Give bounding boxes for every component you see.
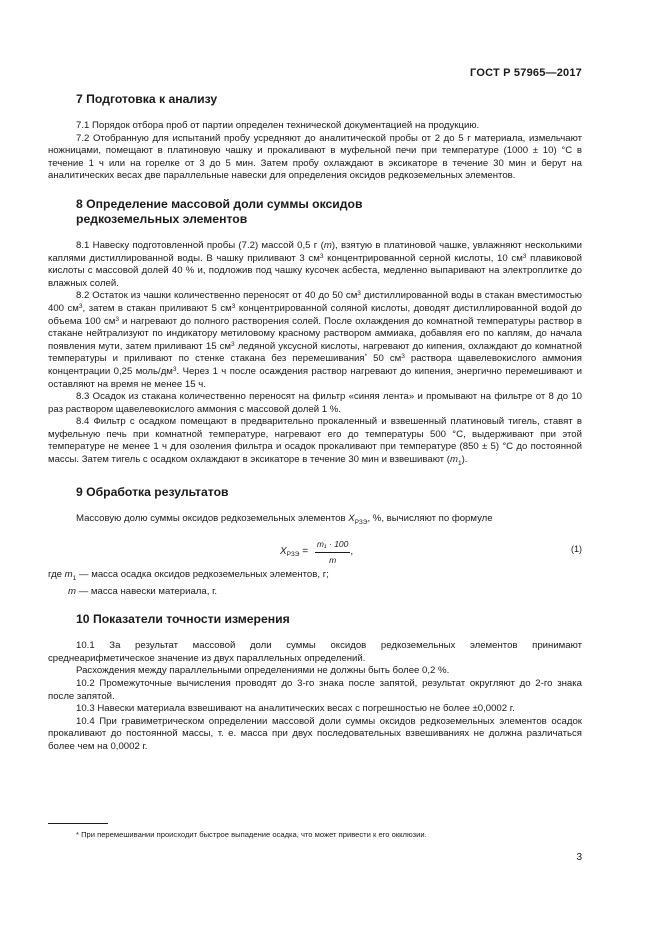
superscript: 3 bbox=[401, 353, 405, 361]
para-10-4: 10.4 При гравиметрическом определении массовой доли суммы оксидов редкоземельных элементов осадок прокаливают до постоянной массы, т. е. масса при двух последовательных взвешиваниях не должна различаться более чем на 0,0002 г. bbox=[48, 715, 582, 752]
text-run: ледяной уксусной кислоты, нагревают до кипения, охлаждают до комнатной температуры и приливают по стенке стакана без перемешивания bbox=[48, 340, 582, 365]
section-8-title-line1: 8 Определение массовой доли суммы оксидов bbox=[76, 196, 363, 211]
subscript: 1 bbox=[457, 459, 462, 467]
superscript: 3 bbox=[522, 252, 527, 260]
footnote-marker: * bbox=[364, 353, 368, 361]
symbol-m1: m bbox=[64, 569, 73, 581]
text-run: . Через 1 ч после осаждения раствор нагревают до кипения, энергично перемешивают и оставляют на время не менее 15 ч. bbox=[48, 365, 582, 390]
symbol-m1: m bbox=[449, 454, 458, 466]
superscript: 3 bbox=[172, 365, 177, 373]
superscript: 3 bbox=[319, 252, 324, 260]
section-10-title: 10 Показатели точности измерения bbox=[76, 612, 290, 627]
standard-number: ГОСТ Р 57965—2017 bbox=[470, 67, 582, 79]
text-run: , %, вычисляют по формуле bbox=[367, 512, 493, 524]
para-9-intro bbox=[48, 513, 582, 530]
section-8 bbox=[48, 197, 582, 471]
superscript: 3 bbox=[357, 290, 361, 298]
formula-denominator: m bbox=[329, 554, 337, 565]
formula-numerator: m₁ · 100 bbox=[315, 538, 351, 553]
section-7 bbox=[48, 92, 582, 183]
superscript: 3 bbox=[231, 340, 235, 348]
section-9-title: 9 Обработка результатов bbox=[76, 484, 229, 499]
para-8-4 bbox=[48, 416, 582, 470]
formula-tail: , bbox=[350, 545, 354, 557]
where-m1 bbox=[48, 569, 582, 586]
superscript: 3 bbox=[115, 315, 119, 323]
text-run: , затем в стакан приливают 5 см bbox=[82, 302, 232, 314]
para-10-2: 10.2 Промежуточные вычисления проводят до 3-го знака после запятой, результат округляют до 2-го знака после запятой. bbox=[48, 677, 582, 702]
text-run: ), взятую в платиновой чашке, увлажняют несколькими каплями дистиллированной воды. В чашку приливают 3 см bbox=[48, 239, 582, 264]
section-9 bbox=[48, 485, 582, 599]
symbol-m: m bbox=[323, 239, 332, 251]
text-run: 50 см bbox=[367, 353, 402, 365]
para-10-1-note: Расхождения между параллельными определениями не должны быть более 0,2 %. bbox=[76, 665, 450, 677]
para-7-1: 7.1 Порядок отбора проб от партии определен технической документацией на продукцию. bbox=[76, 120, 480, 131]
superscript: 3 bbox=[231, 302, 236, 310]
para-10-1: 10.1 За результат массовой доли суммы оксидов редкоземельных элементов принимают среднеарифметическое значение из двух параллельных определений. bbox=[48, 640, 582, 664]
text-run: раствора щавелевокислого аммония концентрации 0,25 моль/дм bbox=[48, 353, 582, 377]
text-run: 8.1 Навеску подготовленной пробы (7.2) массой 0,5 г ( bbox=[76, 239, 324, 251]
text-run: концентрированной серной кислоты, 10 см bbox=[323, 252, 523, 264]
para-8-1 bbox=[48, 240, 582, 290]
para-7-2: 7.2 Отобранную для испытаний пробу усредняют до аналитической пробы от 2 до 5 г материала, измельчают ножницами, помещают в платиновую чашку и прокаливают в муфельной печи при температуре (1000 ± 10) °С в течение 1 ч или на горелке от 3 до 5 мин. Затем пробу охлаждают в эксикаторе в течение 30 мин и берут на аналитических весах две параллельные навески для определения оксидов редкоземельных элементов. bbox=[48, 132, 582, 182]
formula-lhs: X bbox=[280, 545, 287, 557]
where-m bbox=[48, 586, 582, 599]
formula-expression bbox=[280, 538, 353, 566]
subscript: 1 bbox=[72, 574, 77, 582]
footnote: * При перемешивании происходит быстрое выпадение осадка, что может привести к его окклюзии. bbox=[76, 830, 427, 839]
para-8-3: 8.3 Осадок из стакана количественно переносят на фильтр «синяя лента» и промывают на фильтре от 8 до 10 раз раствором щавелевокислого аммония с массовой долей 1 %. bbox=[48, 391, 582, 415]
subscript: РЗЭ bbox=[354, 518, 368, 526]
equation-number: (1) bbox=[571, 544, 582, 555]
formula-1 bbox=[48, 533, 582, 563]
text-run: плавиковой кислоты с массовой долей 40 % и, подложив под чашку кусочек асбеста, медленно выпаривают на электроплитке до влажных солей. bbox=[48, 252, 583, 289]
symbol-m: m bbox=[68, 585, 76, 597]
section-8-title-line2: редкоземельных элементов bbox=[76, 211, 248, 226]
text-run: где bbox=[48, 569, 65, 581]
para-10-3: 10.3 Навески материала взвешивают на аналитических весах с погрешностью не более ±0,0002 г. bbox=[76, 703, 515, 715]
text-run: ). bbox=[461, 454, 468, 466]
text-run: — масса навески материала, г. bbox=[76, 585, 218, 597]
section-7-title: 7 Подготовка к анализу bbox=[76, 92, 218, 106]
symbol-x: X bbox=[348, 512, 355, 524]
text-run: Массовую долю суммы оксидов редкоземельных элементов bbox=[76, 512, 349, 524]
text-run: 8.2 Остаток из чашки количественно переносят от 40 до 50 см bbox=[76, 290, 358, 302]
superscript: 3 bbox=[78, 302, 83, 310]
text-run: — масса осадка оксидов редкоземельных элементов, г; bbox=[76, 569, 329, 581]
formula-lhs-sub: РЗЭ bbox=[286, 550, 300, 558]
formula-equals: = bbox=[299, 545, 311, 557]
text-run: дистиллированной воды в стакан вместимостью 400 см bbox=[48, 290, 582, 314]
para-8-2 bbox=[48, 290, 582, 391]
page-number: 3 bbox=[576, 852, 582, 863]
footnote-divider bbox=[48, 823, 108, 824]
section-10 bbox=[48, 612, 582, 753]
section-8-title bbox=[76, 197, 582, 227]
page-content bbox=[48, 92, 582, 768]
text-run: концентрированной соляной кислоты, доводят дистиллированной водой до объема 100 см bbox=[48, 302, 583, 327]
text-run: 8.4 Фильтр с осадком помещают в предварительно прокаленный и взвешенный платиновый тигель, ставят в муфельную печь при комнатной температуре, нагревают его до температуры 500 °С, выдерживают при этой температуре не менее 1 ч для озоления фильтра и осадок прокаливают при температуре (850 ± 5) °С до постоянной массы. Затем тигель с осадком охлаждают в эксикаторе в течение 30 мин и взвешивают ( bbox=[48, 416, 582, 466]
formula-fraction bbox=[315, 538, 354, 566]
text-run: и нагревают до полного растворения солей. После охлаждения до комнатной температуры раствор в стакане нейтрализуют по индикатору метиловому красному раствором аммиака, добавляя его по каплям, до начала появления мути, затем приливают 15 см bbox=[48, 315, 582, 352]
